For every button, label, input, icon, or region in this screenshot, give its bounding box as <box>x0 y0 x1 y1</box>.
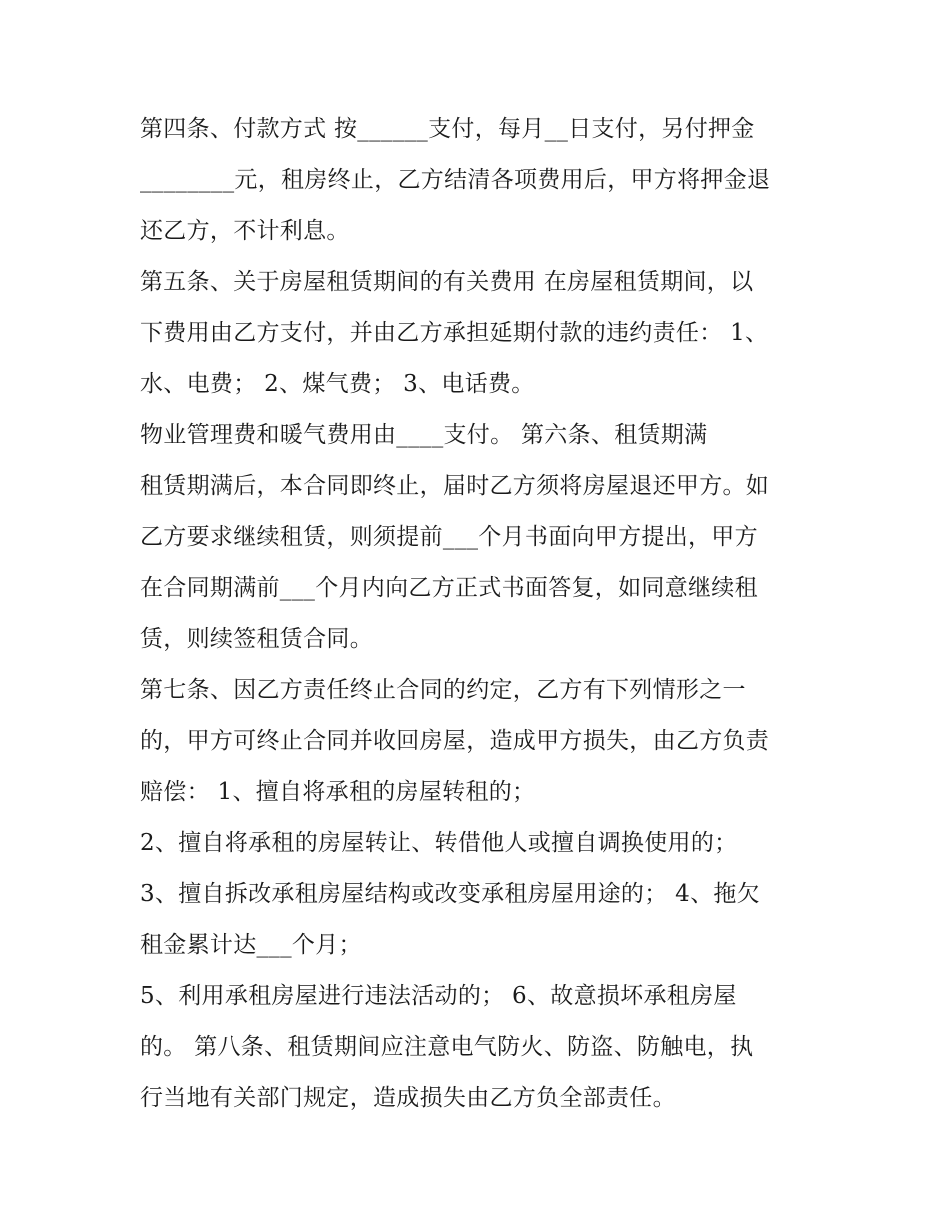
text-line: 在合同期满前___个月内向乙方正式书面答复，如同意继续租 <box>140 575 758 601</box>
text-line: 还乙方，不计利息。 <box>140 218 350 244</box>
text-line: 乙方要求继续租赁，则须提前___个月书面向甲方提出，甲方 <box>140 524 758 550</box>
text-line: 第四条、付款方式 按______支付，每月__日支付，另付押金 <box>140 116 755 142</box>
text-line: 5、利用承租房屋进行违法活动的； 6、故意损坏承租房屋 <box>140 983 737 1009</box>
text-line: 赔偿： 1、擅自将承租的房屋转租的； <box>140 779 536 805</box>
text-line: 的，甲方可终止合同并收回房屋，造成甲方损失，由乙方负责 <box>140 728 770 754</box>
text-line: 租赁期满后，本合同即终止，届时乙方须将房屋退还甲方。如 <box>140 473 770 499</box>
text-line: 行当地有关部门规定，造成损失由乙方负全部责任。 <box>140 1085 676 1111</box>
text-line: 下费用由乙方支付，并由乙方承担延期付款的违约责任： 1、 <box>140 320 769 346</box>
text-line: ________元，租房终止，乙方结清各项费用后，甲方将押金退 <box>140 167 771 193</box>
text-line: 物业管理费和暖气费用由____支付。 第六条、租赁期满 <box>140 422 708 448</box>
text-line: 2、擅自将承租的房屋转让、转借他人或擅自调换使用的； <box>140 830 738 856</box>
document-body <box>140 104 820 1124</box>
text-line: 赁，则续签租赁合同。 <box>140 626 373 652</box>
text-line: 水、电费； 2、煤气费； 3、电话费。 <box>140 371 535 397</box>
text-line: 的。 第八条、租赁期间应注意电气防火、防盗、防触电，执 <box>140 1034 754 1060</box>
text-line: 第五条、关于房屋租赁期间的有关费用 在房屋租赁期间，以 <box>140 269 754 295</box>
text-line: 第七条、因乙方责任终止合同的约定，乙方有下列情形之一 <box>140 677 746 703</box>
text-line: 租金累计达___个月； <box>140 932 362 958</box>
text-line: 3、擅自拆改承租房屋结构或改变承租房屋用途的； 4、拖欠 <box>140 881 760 907</box>
